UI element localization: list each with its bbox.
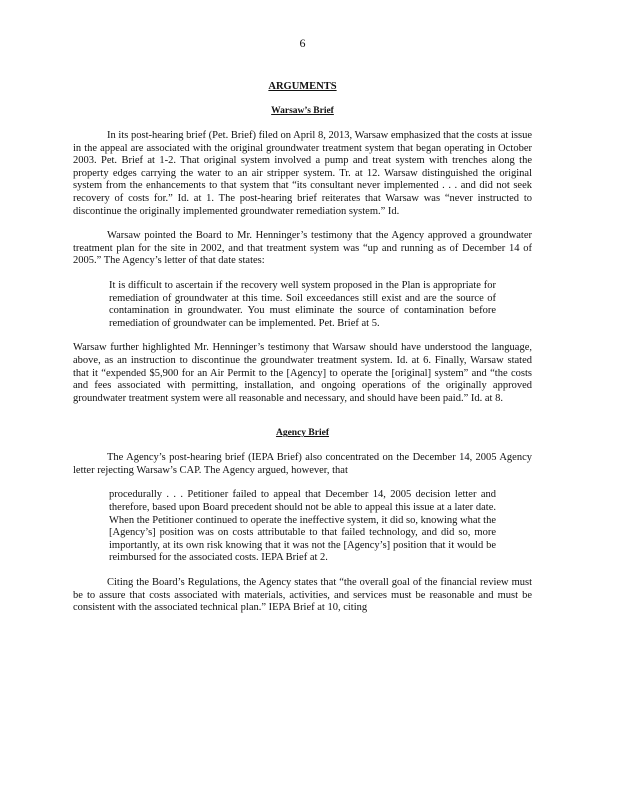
subheading-warsaw-brief: Warsaw’s Brief [271,106,334,116]
block-quote-agency-argument: procedurally . . . Petitioner failed to appeal that December 14, 2005 decision letter and therefore, based upon Board precedent should not be able to appeal this issue at a later date. When the Petitioner continued to operate the ineffective system, it did so, knowing what the [Agency’s] position was on costs attributable to that failed technology, and did so, more importantly, at its own risk knowing that it was not the [Agency’s] position that it would be reimbursed for the associated costs. IEPA Brief at 2. [109,489,496,564]
paragraph-agency-2: Citing the Board’s Regulations, the Agency states that “the overall goal of the financial review must be to assure that costs associated with materials, activities, and services must be reasonable and must be consistent with the associated technical plan.” IEPA Brief at 10, citing [73,577,532,614]
paragraph-agency-1: The Agency’s post-hearing brief (IEPA Brief) also concentrated on the December 14, 2005 Agency letter rejecting Warsaw’s CAP. The Agency argued, however, that [73,452,532,476]
subheading-agency-brief: Agency Brief [275,428,330,439]
paragraph-warsaw-1: In its post-hearing brief (Pet. Brief) filed on April 8, 2013, Warsaw emphasized that the costs at issue in the appeal are associated with the original groundwater treatment system that began operating in October 2003. Pet. Brief at 1-2. That original system involved a pump and treat system with trenches along the property edges carrying the water to an air stripper system. Tr. at 12. Warsaw distinguished the original system from the enhancements to that system that “its consultant never implemented . . . and did not seek recovery of costs for.” Id. at 1. The post-hearing brief reiterates that Warsaw was “never instructed to discontinue the originally implemented groundwater remediation system.” Id. [73,130,532,217]
block-quote-agency-letter: It is difficult to ascertain if the recovery well system proposed in the Plan is appropriate for remediation of groundwater at this time. Soil exceedances still exist and are the source of contamination in groundwater. You must eliminate the source of contamination before remediation of groundwater can be implemented. Pet. Brief at 5. [109,279,496,329]
paragraph-warsaw-2: Warsaw pointed the Board to Mr. Henninger’s testimony that the Agency approved a groundwater treatment plan for the site in 2002, and that treatment system was “up and running as of December 14 of 2005.” The Agency’s letter of that date states: [73,230,532,267]
page-number: 6 [299,36,306,50]
section-heading-arguments: ARGUMENTS [268,81,337,92]
paragraph-warsaw-3: Warsaw further highlighted Mr. Henninger’s testimony that Warsaw should have understood the language, above, as an instruction to discontinue the groundwater treatment system. Id. at 6. Finally, Warsaw stated that it “expended $5,900 for an Air Permit to the [Agency] to operate the [original] system” and “the costs and fees associated with permitting, installation, and ongoing operations of the originally approved groundwater treatment system were all reasonable and necessary, and should have been paid.” Id. at 8. [73,342,532,404]
